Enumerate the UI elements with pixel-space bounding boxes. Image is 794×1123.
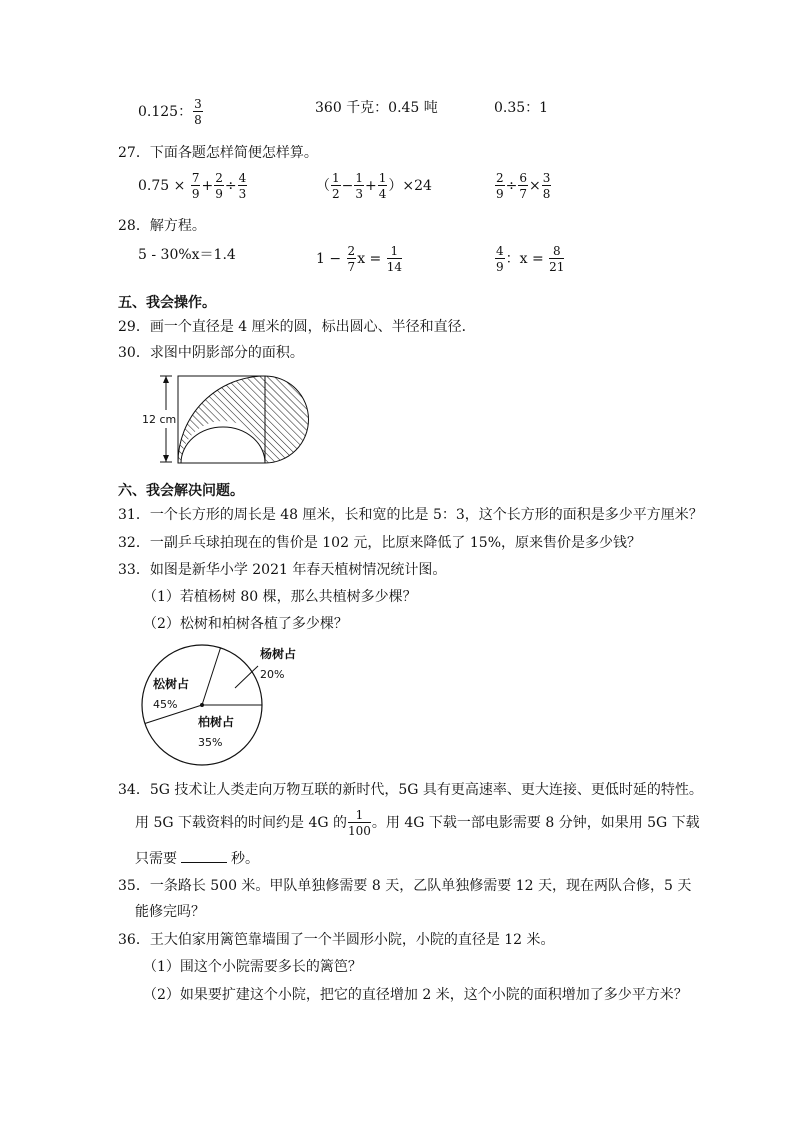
fraction (518, 172, 528, 200)
question-34-line-1: 34．5G 技术让人类走向万物互联的新时代，5G 具有更高速率、更大连接、更低时延的特性。 (118, 782, 703, 798)
numerator: 6 (519, 171, 528, 185)
numerator: 4 (496, 244, 504, 258)
operator: − (341, 178, 354, 194)
fraction (193, 98, 203, 126)
q34-text: 秒。 (231, 851, 259, 867)
expr-lead: （ (316, 178, 330, 194)
numerator: 8 (549, 245, 564, 259)
fraction (238, 172, 248, 200)
question-36-part-2: （2）如果要扩建这个小院，把它的直径增加 2 米，这个小院的面积增加了多少平方米？ (143, 987, 688, 1003)
fraction (331, 172, 341, 200)
numerator: 2 (215, 171, 223, 185)
question-33-part-2: （2）松树和柏树各植了多少棵？ (143, 616, 348, 632)
numerator: 1 (332, 171, 340, 185)
question-28-title: 28．解方程。 (118, 218, 206, 234)
fraction (542, 172, 552, 200)
q28-equation-3 (494, 245, 565, 273)
pie-slice-label: 松树占 (153, 677, 190, 691)
fraction (354, 172, 364, 200)
numerator: 4 (238, 171, 247, 185)
numerator: 1 (387, 245, 402, 259)
denominator: 8 (542, 187, 551, 201)
question-30: 30．求图中阴影部分的面积。 (118, 345, 304, 361)
fraction (348, 809, 371, 837)
fraction (378, 172, 388, 200)
pie-slice-label: 柏树占 (198, 715, 235, 729)
fraction (191, 172, 201, 200)
operator: + (365, 178, 377, 194)
operator: ÷ (505, 178, 518, 194)
denominator: 2 (332, 187, 340, 201)
shaded-area-figure (140, 370, 310, 470)
numerator: 2 (496, 171, 504, 185)
variable: x = (357, 251, 382, 267)
shaded-half-circle (265, 376, 309, 463)
fraction (214, 172, 224, 200)
expr-lead: 1 − (316, 251, 342, 267)
pie-slice-label: 杨树占 (260, 647, 297, 661)
expr-lead: 0.75 × (138, 178, 186, 194)
q27-expression-1 (138, 172, 248, 200)
denominator: 9 (215, 187, 223, 201)
fraction (549, 245, 564, 273)
operator: ÷ (224, 178, 237, 194)
q28-equation-2 (316, 245, 403, 273)
question-33: 33．如图是新华小学 2021 年春天植树情况统计图。 (118, 562, 447, 578)
denominator: 7 (519, 187, 528, 201)
question-35-line-2: 能修完吗？ (135, 904, 205, 920)
q28-equation-1: 5 - 30%x＝1.4 (138, 247, 236, 263)
arrow-down-icon (163, 455, 169, 462)
question-33-part-1: （1）若植杨树 80 棵，那么共植树多少棵？ (143, 589, 417, 605)
denominator: 4 (378, 187, 387, 201)
answer-blank[interactable] (181, 848, 227, 863)
ratio-item-1 (138, 98, 204, 126)
numerator: 1 (348, 809, 371, 823)
question-27-title: 27．下面各题怎样简便怎样算。 (118, 145, 318, 161)
question-34-line-3 (135, 848, 259, 869)
numerator: 1 (355, 171, 364, 185)
q34-text: 。用 4G 下载一部电影需要 8 分钟，如果用 5G 下载 (371, 815, 700, 831)
dimension-label: 12 cm (142, 413, 177, 426)
fraction (495, 172, 505, 200)
section-5-heading: 五、我会操作。 (118, 295, 216, 311)
operator: + (201, 178, 214, 194)
numerator: 7 (191, 171, 200, 185)
denominator: 9 (191, 187, 200, 201)
fraction (495, 245, 505, 273)
question-36-part-1: （1）围这个小院需要多长的篱笆？ (143, 959, 362, 975)
denominator: 3 (238, 187, 247, 201)
numerator: 1 (378, 171, 387, 185)
pie-center (200, 703, 204, 707)
question-29: 29．画一个直径是 4 厘米的圆，标出圆心、半径和直径． (118, 319, 476, 335)
tree-planting-pie-chart (140, 642, 297, 766)
numerator: 3 (542, 171, 551, 185)
pie-slice-value: 20% (260, 668, 285, 681)
question-35-line-1: 35．一条路长 500 米。甲队单独修需要 8 天，乙队单独修需要 12 天，现在两队合修，5 天 (118, 878, 692, 894)
denominator: 9 (496, 260, 504, 274)
denominator: 14 (386, 260, 402, 274)
ratio-text: 0.125： (138, 104, 193, 120)
section-6-heading: 六、我会解决问题。 (118, 483, 244, 499)
question-34-line-2 (135, 809, 700, 837)
denominator: 100 (347, 824, 371, 838)
fraction (347, 245, 357, 273)
denominator: 8 (194, 113, 202, 127)
q34-text: 只需要 (135, 851, 177, 867)
q34-text: 用 5G 下载资料的时间约是 4G 的 (135, 815, 347, 831)
denominator: 9 (496, 187, 504, 201)
question-36: 36．王大伯家用篱笆靠墙围了一个半圆形小院，小院的直径是 12 米。 (118, 932, 555, 948)
arrow-up-icon (163, 376, 169, 383)
question-31: 31．一个长方形的周长是 48 厘米，长和宽的比是 5：3，这个长方形的面积是多少平方厘米？ (118, 507, 703, 523)
pie-slice-value: 35% (198, 736, 223, 749)
numerator: 2 (347, 244, 356, 258)
q27-expression-3 (494, 172, 552, 200)
question-32: 32．一副乒乓球拍现在的售价是 102 元，比原来降低了 15%，原来售价是多少钱？ (118, 535, 642, 551)
denominator: 21 (549, 260, 565, 274)
pie-slice-value: 45% (153, 698, 178, 711)
numerator: 3 (194, 97, 202, 111)
expr-tail: ）×24 (388, 178, 432, 194)
fraction (387, 245, 402, 273)
ratio-item-3: 0.35：1 (494, 100, 549, 116)
denominator: 7 (347, 260, 356, 274)
denominator: 3 (355, 187, 364, 201)
variable: ：x = (505, 251, 544, 267)
ratio-item-2: 360 千克：0.45 吨 (315, 100, 438, 116)
operator: × (529, 178, 541, 194)
q27-expression-2 (316, 172, 432, 200)
